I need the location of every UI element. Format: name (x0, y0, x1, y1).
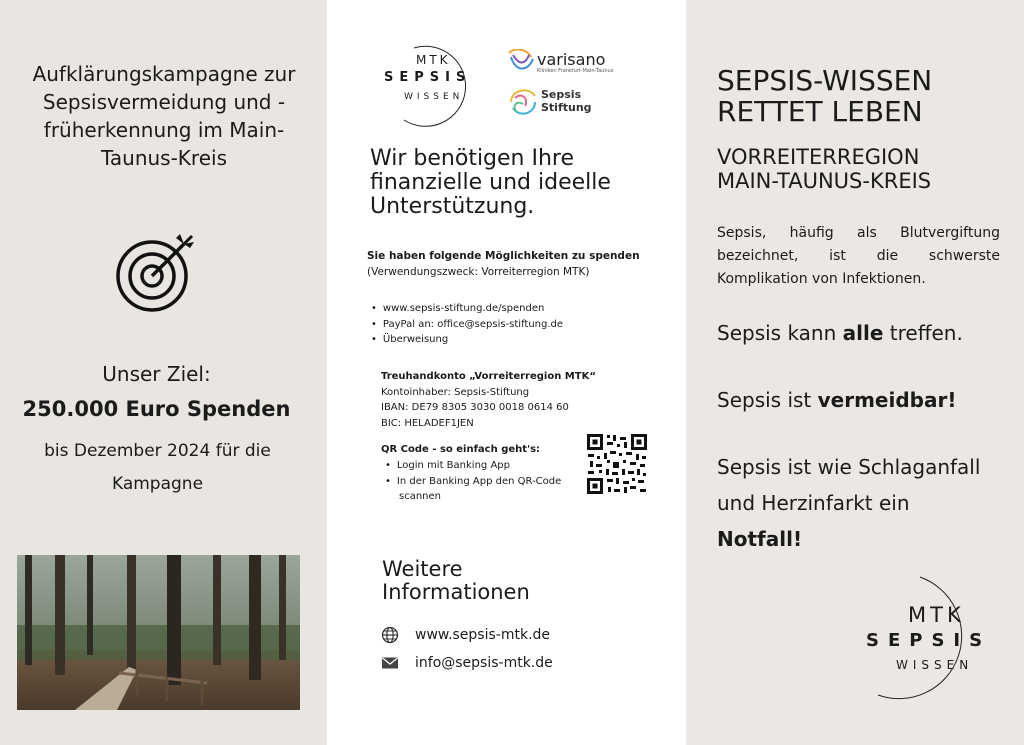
qr-code-image (586, 433, 648, 495)
support-heading: Wir benötigen Ihre finanzielle und ideelle Unterstützung. (370, 146, 611, 219)
varisano-subtitle: Kliniken Frankfurt-Main-Taunus (537, 68, 614, 74)
fact-preventable (717, 382, 1007, 418)
fact-bold: alle (842, 321, 884, 345)
forest-path-photo (17, 555, 300, 710)
email-row[interactable] (381, 653, 553, 673)
bank-title: Treuhandkonto „Vorreiterregion MTK“ (381, 371, 596, 382)
fact-text: Sepsis ist (717, 388, 818, 412)
qr-steps (385, 458, 585, 505)
donation-intro-line1: Sie haben folgende Möglichkeiten zu spenden (367, 250, 640, 262)
website-link[interactable]: www.sepsis-mtk.de (415, 627, 551, 643)
email-link[interactable]: info@sepsis-mtk.de (415, 655, 553, 671)
bank-bic: BIC: HELADEF1JEN (381, 417, 474, 429)
bank-holder: Kontoinhaber: Sepsis-Stiftung (381, 386, 530, 398)
list-item[interactable]: • www.sepsis-stiftung.de/spenden (371, 301, 671, 317)
mtk-sepsis-logo-small (374, 40, 484, 130)
logo-wissen-text: WISSEN (404, 92, 464, 102)
more-info-line2: Informationen (382, 580, 530, 604)
varisano-logo (507, 47, 627, 77)
goal-subtext: bis Dezember 2024 für die Kampagne (44, 441, 271, 494)
left-panel (0, 0, 327, 745)
middle-panel (327, 0, 686, 745)
list-item: • Überweisung (371, 332, 671, 348)
website-row[interactable] (381, 625, 550, 645)
logo-sepsis-text: SEPSIS (384, 70, 472, 85)
list-item: • In der Banking App den QR-Code (385, 474, 585, 490)
donation-intro (367, 248, 677, 280)
varisano-icon (507, 49, 535, 73)
bank-details (381, 369, 621, 431)
bank-iban: IBAN: DE79 8305 3030 0018 0614 60 (381, 402, 569, 413)
stiftung-line2: Stiftung (541, 101, 592, 114)
main-title-line1: SEPSIS-WISSEN (717, 64, 933, 97)
logo-mtk-text: MTK (416, 53, 451, 67)
logo-sepsis-text: SEPSIS (866, 630, 992, 651)
main-title-line2: RETTET LEBEN (717, 95, 923, 128)
fact-bold: vermeidbar! (817, 388, 957, 412)
qr-title: QR Code - so einfach geht's: (381, 444, 541, 455)
donation-options (371, 301, 671, 348)
mail-icon (381, 654, 399, 672)
list-item-continuation: scannen (399, 491, 442, 502)
more-info-line1: Weitere (382, 557, 463, 581)
logo-mtk-text: MTK (908, 603, 965, 627)
fact-text: Sepsis kann (717, 321, 843, 345)
region-subtitle (717, 145, 1007, 193)
goal-label: Unser Ziel: (102, 362, 211, 386)
stiftung-swirl-icon (507, 84, 539, 118)
fact-text: Sepsis ist wie Schlaganfall (717, 455, 981, 479)
fact-everyone (717, 315, 1007, 351)
more-info-heading (382, 558, 530, 604)
fact-emergency (717, 449, 1007, 557)
goal-amount: 250.000 Euro Spenden (22, 397, 291, 421)
donation-intro-line2: (Verwendungszweck: Vorreiterregion MTK) (367, 266, 590, 278)
sepsis-stiftung-logo (507, 84, 607, 120)
sepsis-description: Sepsis, häufig als Blutvergiftung bezeichnet, ist die schwerste Komplikation von Infektionen. (717, 225, 1000, 287)
main-title (717, 65, 1007, 127)
logo-wissen-text: WISSEN (896, 658, 974, 672)
mtk-sepsis-logo-large (860, 575, 1020, 705)
list-item[interactable]: • PayPal an: office@sepsis-stiftung.de (371, 317, 671, 333)
varisano-name: varisano (537, 50, 606, 69)
region-subtitle-line2: MAIN-TAUNUS-KREIS (717, 169, 932, 193)
fact-text: treffen. (883, 321, 963, 345)
stiftung-line1: Sepsis (541, 88, 582, 101)
region-subtitle-line1: VORREITERREGION (717, 145, 920, 169)
fact-bold: Notfall! (717, 527, 803, 551)
globe-icon (381, 626, 399, 644)
fact-text: und Herzinfarkt ein (717, 491, 910, 515)
campaign-headline: Aufklärungskampagne zur Sepsisvermeidung und -früherkennung im Main-Taunus-Kreis (32, 62, 296, 170)
target-icon (114, 232, 196, 314)
list-item: • Login mit Banking App (385, 458, 585, 474)
